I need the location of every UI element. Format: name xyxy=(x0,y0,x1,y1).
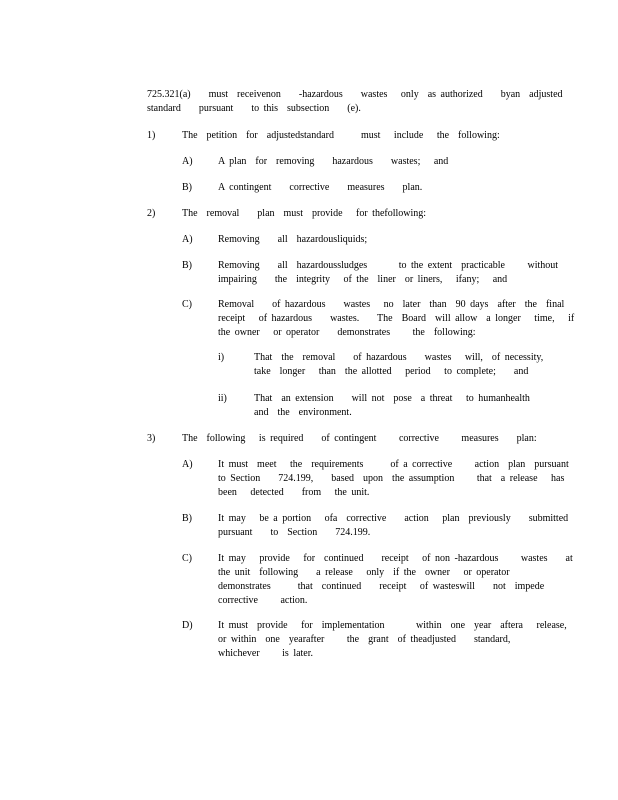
sub-item-number: C) xyxy=(182,299,192,310)
sub-item-text: or within one yearafter the grant of theadjusted standard, xyxy=(218,634,511,645)
sub-item-text: It must meet the requirements of a corrective action plan pursuant xyxy=(218,459,569,470)
sub-item-text: pursuant to Section 724.199. xyxy=(218,527,371,538)
sub-item-text: whichever is later. xyxy=(218,648,314,659)
intro-line-2: standard pursuant to this subsection (e). xyxy=(147,103,361,114)
item-number: 2) xyxy=(147,208,156,219)
intro-line-1: 725.321(a) must receivenon -hazardous wastes only as authorized byan adjusted xyxy=(147,89,563,100)
sub-sub-item-number: i) xyxy=(218,352,225,363)
sub-item-text: Removing all hazardousliquids; xyxy=(218,234,368,245)
sub-item-text: receipt of hazardous wastes. The Board will allow a longer time, if xyxy=(218,313,575,324)
sub-item-text: Removal of hazardous wastes no later than 90 days after the final xyxy=(218,299,565,310)
sub-item-number: A) xyxy=(182,234,193,245)
sub-item-number: B) xyxy=(182,182,192,193)
sub-item-text: Removing all hazardoussludges to the extent practicable without xyxy=(218,260,559,271)
sub-item-text: A contingent corrective measures plan. xyxy=(218,182,423,193)
sub-item-number: A) xyxy=(182,156,193,167)
sub-item-text: to Section 724.199, based upon the assumption that a release has xyxy=(218,473,565,484)
sub-item-text: It may provide for continued receipt of non -hazardous wastes at xyxy=(218,553,573,564)
sub-item-number: D) xyxy=(182,620,193,631)
sub-item-text: It may be a portion ofa corrective action plan previously submitted xyxy=(218,513,569,524)
item-text: The petition for adjustedstandard must include the following: xyxy=(182,130,500,141)
item-number: 1) xyxy=(147,130,156,141)
sub-item-number: A) xyxy=(182,459,193,470)
sub-item-number: C) xyxy=(182,553,192,564)
item-text: The removal plan must provide for thefollowing: xyxy=(182,208,427,219)
sub-sub-item-text: That an extension will not pose a threat to humanhealth xyxy=(254,393,530,404)
sub-sub-item-text: and the environment. xyxy=(254,407,352,418)
sub-item-text: the owner or operator demonstrates the following: xyxy=(218,327,476,338)
sub-sub-item-text: That the removal of hazardous wastes will, of necessity, xyxy=(254,352,544,363)
sub-item-text: A plan for removing hazardous wastes; and xyxy=(218,156,449,167)
sub-item-text: been detected from the unit. xyxy=(218,487,370,498)
sub-item-text: corrective action. xyxy=(218,595,308,606)
sub-item-text: demonstrates that continued receipt of wasteswill not impede xyxy=(218,581,545,592)
sub-sub-item-text: take longer than the allotted period to complete; and xyxy=(254,366,529,377)
sub-item-number: B) xyxy=(182,513,192,524)
item-text: The following is required of contingent corrective measures plan: xyxy=(182,433,537,444)
sub-item-text: It must provide for implementation within one year aftera release, xyxy=(218,620,567,631)
sub-sub-item-number: ii) xyxy=(218,393,227,404)
sub-item-text: impairing the integrity of the liner or liners, ifany; and xyxy=(218,274,508,285)
item-number: 3) xyxy=(147,433,156,444)
sub-item-text: the unit following a release only if the owner or operator xyxy=(218,567,510,578)
sub-item-number: B) xyxy=(182,260,192,271)
